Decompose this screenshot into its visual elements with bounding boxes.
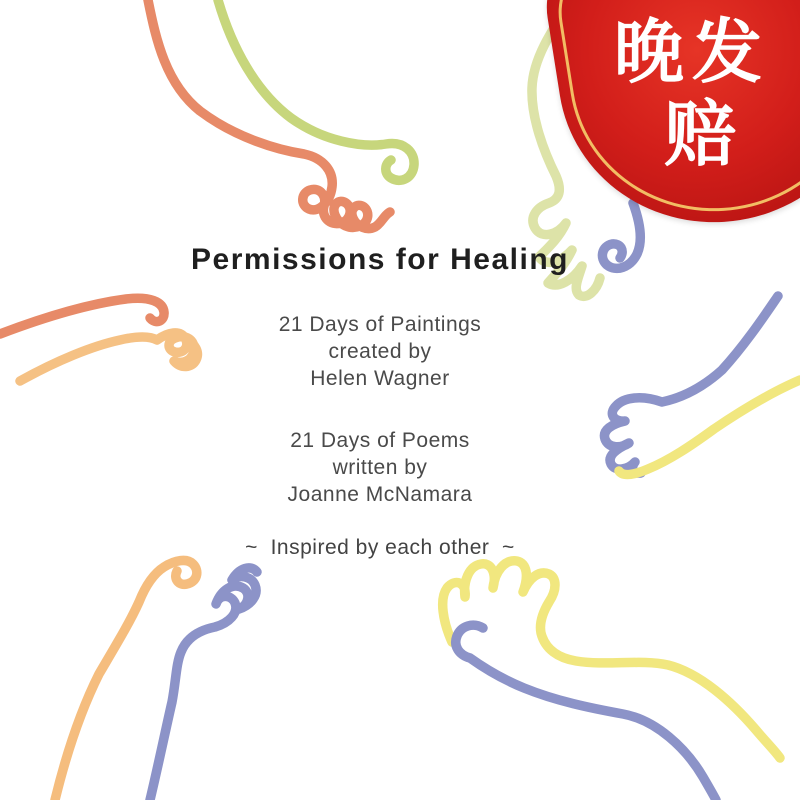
paintings-credit-block xyxy=(0,311,760,392)
hand-bottom-right-yellow-fingers-arm xyxy=(443,561,780,758)
poems-line: 21 Days of Poems xyxy=(290,429,470,452)
promo-badge-text-line1: 晚发 xyxy=(614,13,770,91)
painter-name: Helen Wagner xyxy=(310,367,450,390)
hand-top-center-salmon-arm-fist xyxy=(148,0,390,229)
paintings-created-by: created by xyxy=(328,340,432,363)
poems-credit-block xyxy=(0,427,760,508)
poet-name: Joanne McNamara xyxy=(287,483,473,506)
page-title: Permissions for Healing xyxy=(191,243,569,276)
hand-bottom-left-blue-arm-fingers xyxy=(150,568,257,800)
promo-badge-text-line2: 赔 xyxy=(663,95,736,175)
tagline: ~ Inspired by each other ~ xyxy=(245,536,515,559)
paintings-line: 21 Days of Paintings xyxy=(278,313,482,336)
poems-written-by: written by xyxy=(332,456,428,479)
promo-badge xyxy=(558,0,800,222)
hand-bottom-right-blue-thumb-arm xyxy=(456,625,716,800)
